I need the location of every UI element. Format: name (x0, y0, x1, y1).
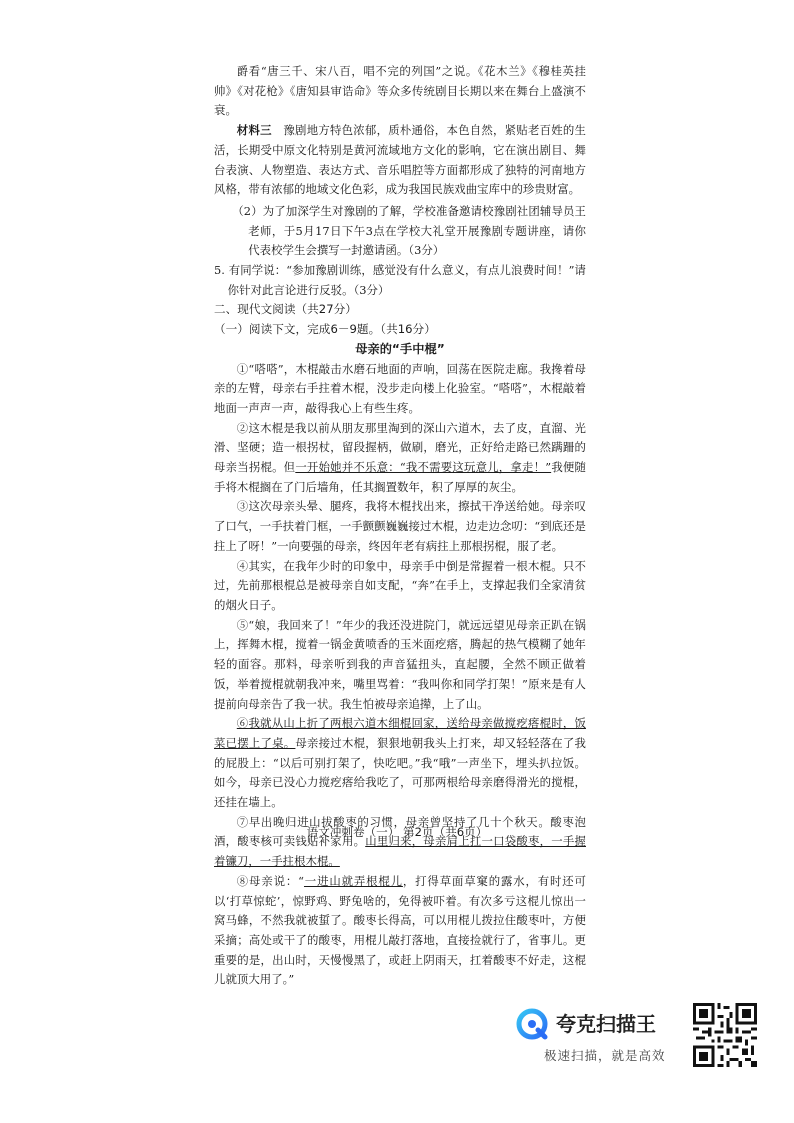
paragraph-8-end: ，打得草面草窠的露水，有时还可以‘打草惊蛇’，惊野鸡、野兔啥的，免得被吓着。有次多亏这棍儿惊出一窝马蜂，不然我就被蜇了。酸枣长得高，可以用棍儿拨拉住酸枣叶，方便采摘；高处或干了的酸枣，用棍儿敲打落地，直接捡就行了，省事儿。更重要的是，出山时，天慢慢黑了，或赶上阴雨天，扛着酸枣不好走，这棍儿就顶大用了。” (214, 873, 587, 987)
article-title: 母亲的“手中棍” (355, 341, 445, 356)
question-2: （2）为了加深学生对豫剧的了解，学校准备邀请校豫剧社团辅导员王老师，于5月17日下午3点在学校大礼堂开展豫剧专题讲座，请你代表校学生会撰写一封邀请函。（3分） (232, 203, 586, 258)
paragraph-5: ⑤“娘，我回来了！”年少的我还没进院门，就远远望见母亲正趴在锅上，挥舞木棍，搅着一锅金黄喷香的玉米面疙瘩，腾起的热气模糊了她年轻的面容。那料，母亲听到我的声音猛扭头，直起腰，全然不顾正做着饭，举着搅棍就朝我冲来，嘴里骂着：“我叫你和同学打架！”原来是有人提前向母亲告了我一状。我生怕被母亲追撵，上了山。 (214, 617, 586, 711)
watermark-brand: 夸克扫描王 (556, 1012, 656, 1036)
quark-scanner-logo-icon (516, 1008, 548, 1040)
paragraph-8-start: ⑧母亲说：“ (236, 873, 304, 888)
material-3 (214, 121, 586, 200)
watermark-tagline: 极速扫描，就是高效 (544, 1048, 666, 1063)
page-content (214, 62, 586, 990)
paragraph-2-start: ②这木棍是我以前从朋友那里淘到的深山六道木，去了皮，直溜、光滑、坚硬；造一根拐杖，留段握柄，做刷，磨光，正好给走路已然蹒跚的母亲当拐棍。但 (214, 420, 586, 475)
paragraph-2 (214, 419, 586, 498)
paragraph-4: ④其实，在我年少时的印象中，母亲手中倒是常握着一根木棍。只不过，先前那根棍总是被母亲自如支配，“奔”在手上，支撑起我们全家清贫的烟火日子。 (214, 558, 586, 612)
paragraph-6 (214, 714, 586, 813)
qr-code-icon (693, 1003, 757, 1067)
paragraph-6-end: 母亲接过木棍，狠狠地朝我头上打来，却又轻轻落在了我的屁股上：“以后可别打架了，快吃吧。”我“哦”一声坐下，埋头扒拉饭。如今，母亲已没心力搅疙瘩给我吃了，可那两根给母亲磨得滑光的搅棍，还挂在墙上。 (214, 735, 586, 810)
sub-heading: （一）阅读下文，完成6－9题。（共16分） (214, 322, 436, 337)
paragraph-7 (214, 813, 586, 872)
paragraph-2-end: 我便随手将木棍搁在了门后墙角，任其搁置数年，积了厚厚的灰尘。 (214, 460, 586, 494)
paragraph-1: ①“嗒嗒”，木棍敲击水磨石地面的声响，回荡在医院走廊。我搀着母亲的左臂，母亲右手拄着木棍，没步走向楼上化验室。“嗒嗒”，木棍敲着地面一声声一声，敲得我心上有些生疼。 (214, 361, 586, 415)
paragraph-8 (214, 872, 586, 990)
paragraph-3: ③这次母亲头晕、腿疼，我将木棍找出来，擦拭干净送给她。母亲叹了口气，一手扶着门框，一手颤颤巍巍接过木棍，边走边念叨：“到底还是拄上了呀！”一向要强的母亲，终因年老有病拄上那根拐棍，服了老。 (214, 499, 586, 553)
paragraph-6-underlined: ⑥我就从山上折了两根六道木细棍回家，送给母亲做搅疙瘩棍时，饭菜已摆上了桌。 (214, 716, 586, 750)
section-2-heading: 二、现代文阅读（共27分） (214, 302, 357, 317)
page-footer: 语文冲刺卷（一） 第2页（共6页） (306, 825, 488, 839)
material-3-label: 材料三 (236, 123, 272, 138)
paragraph-7-start: ⑦早出晚归进山拔酸枣的习惯，母亲曾坚持了几十个秋天。酸枣泡酒，酸枣核可卖钱贴补家用。 (214, 814, 586, 849)
paragraph-7-underlined: 山里归来，母亲肩上扛一口袋酸枣，一手握着镰刀，一手拄根木棍。 (214, 834, 586, 869)
material-3-text: 豫剧地方特色浓郁，质朴通俗，本色自然，紧贴老百姓的生活，长期受中原文化特别是黄河流域地方文化的影响，它在演出剧目、舞台表演、人物塑造、表达方式、音乐唱腔等方面都形成了独特的河南地方风格，带有浓郁的地域文化色彩，成为我国民族戏曲宝库中的珍贵财富。 (214, 123, 586, 197)
continued-paragraph: 爵看“唐三千、宋八百，唱不完的列国”之说。《花木兰》《穆桂英挂帅》《对花枪》《唐知县审诰命》等众多传统剧目长期以来在舞台上盛演不衰。 (214, 64, 586, 118)
paragraph-8-underlined: 一进山就弄根棍儿 (303, 873, 403, 888)
paragraph-2-underlined: 一开始她并不乐意：“我不需要这玩意儿，拿走！” (295, 460, 552, 475)
question-5: 5. 有同学说：“参加豫剧训练，感觉没有什么意义，有点儿浪费时间！”请你针对此言论进行反驳。（3分） (214, 263, 586, 297)
